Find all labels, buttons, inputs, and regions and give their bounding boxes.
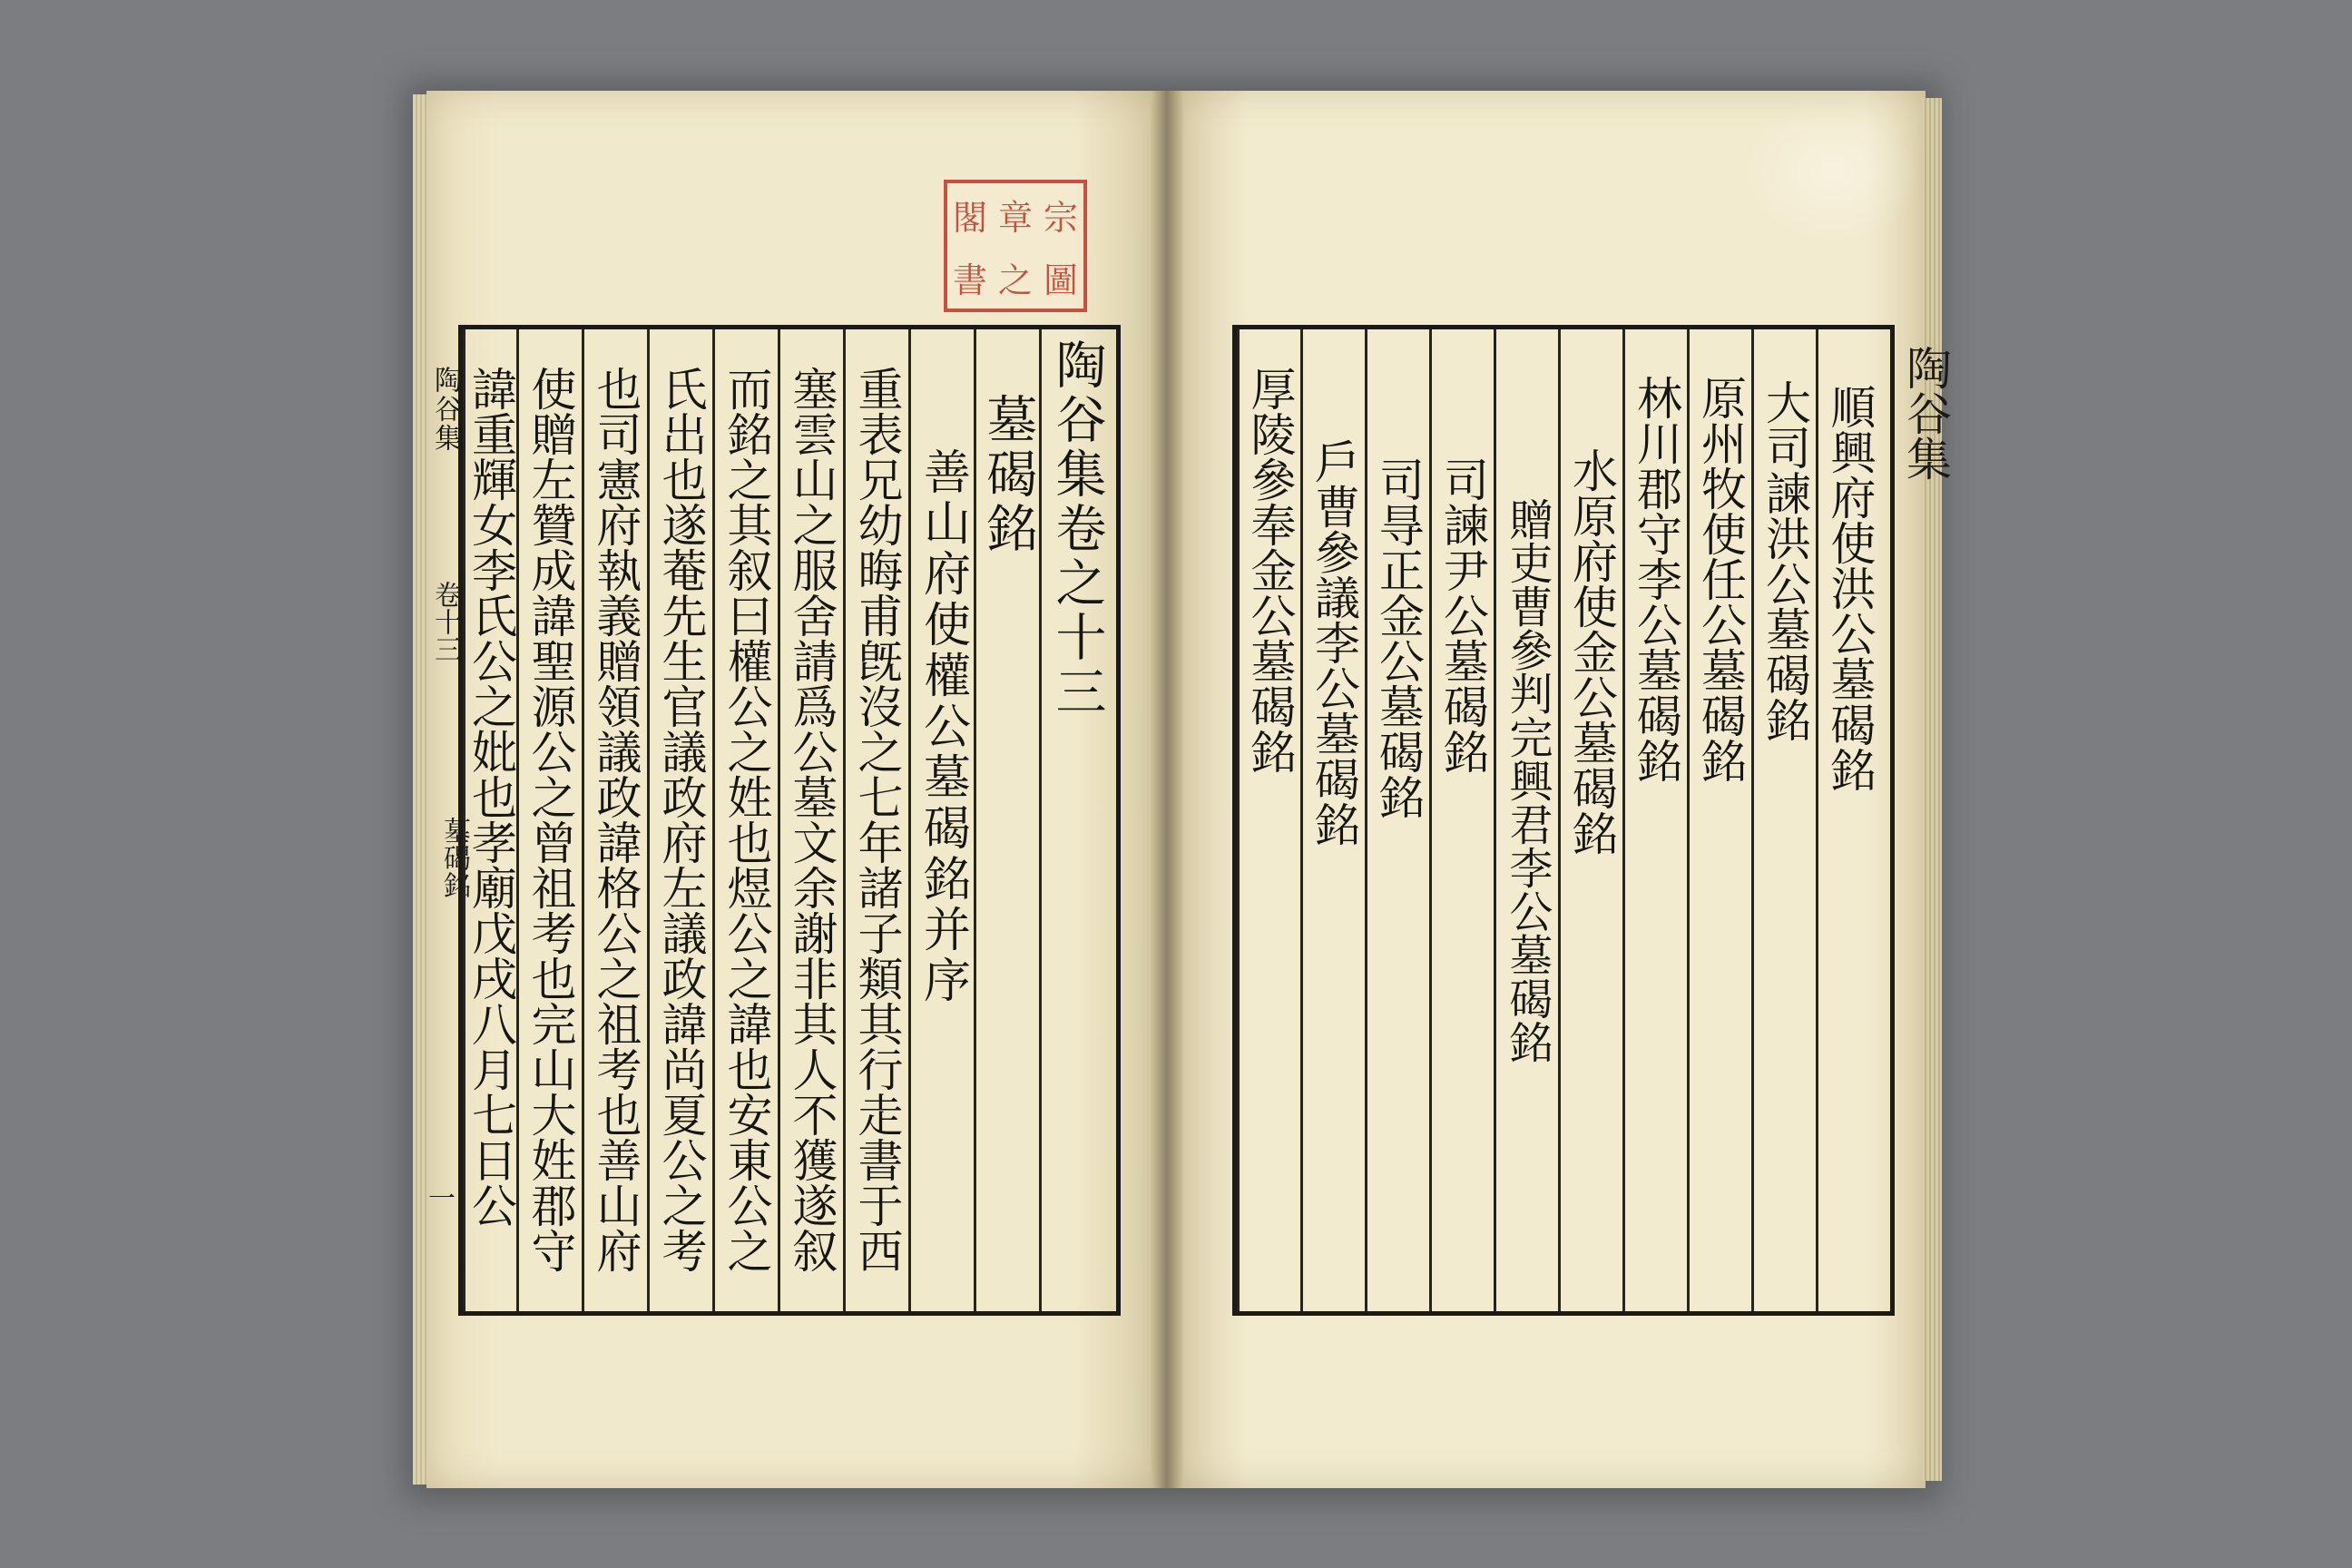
text-column — [647, 329, 712, 1311]
margin-volume: 卷十三 — [429, 581, 461, 662]
toc-entry: 原州牧使任公墓碣銘 — [1694, 375, 1747, 783]
toc-entry: 林川郡守李公墓碣銘 — [1630, 375, 1682, 783]
text-column — [712, 329, 778, 1311]
toc-entry: 厚陵參奉金公墓碣銘 — [1243, 366, 1297, 774]
seal-char: 書 — [952, 260, 987, 300]
body-line: 重表兄幼晦甫旣沒之七年諸子類其行走書于西 — [850, 366, 904, 1273]
toc-entry: 順興府使洪公墓碣銘 — [1823, 384, 1877, 792]
seal-char: 宗 — [1043, 198, 1078, 238]
text-column — [974, 329, 1039, 1311]
seal-char: 閣 — [952, 198, 987, 238]
text-column — [516, 329, 582, 1311]
book-gutter — [1151, 91, 1183, 1488]
text-column — [778, 329, 843, 1311]
page-edges-right — [1922, 98, 1942, 1481]
toc-entry: 司㝵正金公墓碣銘 — [1372, 456, 1425, 819]
body-line: 諱重輝女李氏公之妣也孝廟戊戌八月七日公 — [465, 366, 517, 1228]
toc-entry: 水原府使金公墓碣銘 — [1565, 447, 1618, 856]
margin-section: 墓碣銘 — [438, 817, 470, 898]
page-number: 一 — [428, 1183, 456, 1215]
body-line: 而銘之其叙曰權公之姓也煜公之諱也安東公之 — [720, 366, 773, 1273]
body-line: 使贈左贊成諱聖源公之曾祖考也完山大姓郡守 — [524, 366, 577, 1273]
library-seal — [944, 180, 1087, 312]
toc-entry: 贈吏曹參判完興君李公墓碣銘 — [1502, 497, 1553, 1063]
volume-heading: 陶谷集卷之十三 — [1047, 338, 1107, 720]
toc-column — [1687, 329, 1751, 1311]
toc-column — [1558, 329, 1622, 1311]
body-line: 塞雲山之服舍請爲公墓文余謝非其人不獲遂叙 — [785, 366, 838, 1273]
toc-column — [1494, 329, 1558, 1311]
toc-column — [1622, 329, 1687, 1311]
right-margin-title: 陶谷集 — [1899, 345, 1952, 481]
body-line: 也司憲府執義贈領議政諱格公之祖考也善山府 — [589, 366, 642, 1273]
toc-column — [1751, 329, 1816, 1311]
seal-char: 圖 — [1043, 260, 1078, 300]
text-column — [1039, 329, 1112, 1311]
seal-char: 章 — [997, 198, 1033, 238]
text-column — [463, 329, 516, 1311]
section-heading: 墓碣銘 — [978, 393, 1038, 556]
body-line: 氏出也遂菴先生官議政府左議政諱尚夏公之考 — [654, 366, 708, 1273]
toc-column — [1237, 329, 1300, 1311]
toc-column — [1365, 329, 1429, 1311]
toc-entry: 大司諫洪公墓碣銘 — [1759, 379, 1811, 742]
toc-column — [1429, 329, 1494, 1311]
paper-stain — [1742, 100, 1924, 245]
toc-column — [1816, 329, 1881, 1311]
toc-column — [1300, 329, 1365, 1311]
toc-entry: 司諫尹公墓碣銘 — [1436, 456, 1489, 774]
text-column — [843, 329, 908, 1311]
seal-char: 之 — [997, 260, 1033, 300]
entry-title: 善山府使權公墓碣銘并序 — [915, 447, 970, 1006]
margin-title: 陶谷集 — [429, 366, 461, 453]
text-column — [582, 329, 647, 1311]
toc-entry: 戶曹參議李公墓碣銘 — [1308, 438, 1360, 847]
text-column — [908, 329, 974, 1311]
